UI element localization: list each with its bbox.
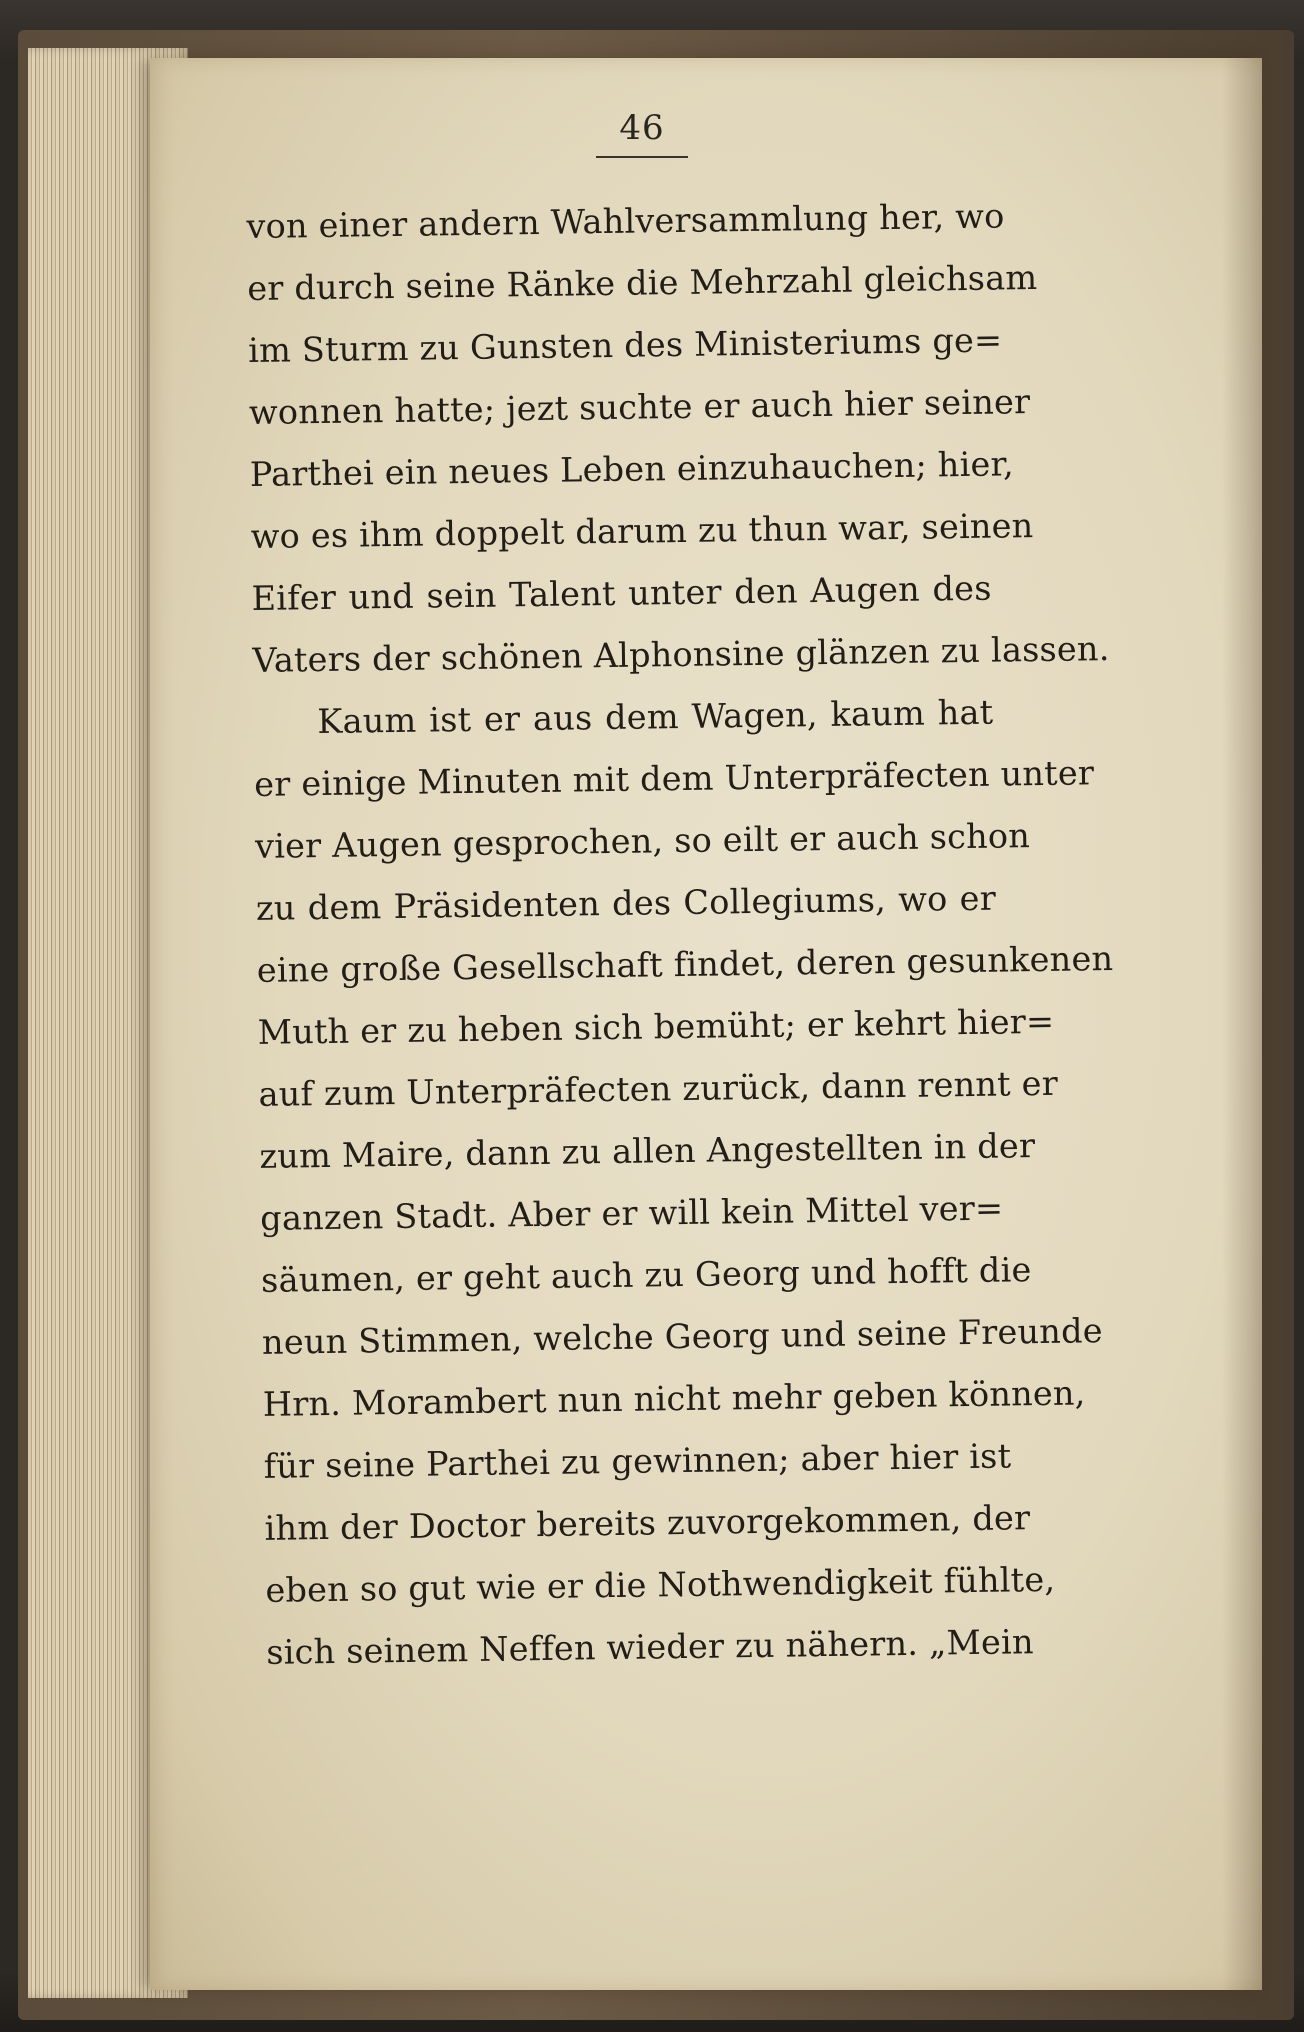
page-number-rule: [596, 156, 688, 158]
text-line: sich seinem Neffen wieder zu nähern. „Mein: [266, 1622, 1034, 1672]
text-line: im Sturm zu Gunsten des Ministeriums ge=: [247, 320, 1003, 370]
text-line: wo es ihm doppelt darum zu thun war, seinen: [250, 506, 1034, 556]
text-line: auf zum Unterpräfecten zurück, dann rennt er: [258, 1063, 1059, 1114]
text-line: eine große Gesellschaft findet, deren gesunkenen: [256, 938, 1114, 990]
body-text: [246, 186, 1114, 1684]
spine-shadow: [1222, 58, 1262, 1990]
text-line: er einige Minuten mit dem Unterpräfecten unter: [253, 753, 1095, 804]
text-line: er durch seine Ränke die Mehrzahl gleichsam: [247, 257, 1038, 308]
text-line: Hrn. Morambert nun nicht mehr geben können,: [262, 1373, 1086, 1424]
text-line: vier Augen gesprochen, so eilt er auch schon: [254, 816, 1031, 866]
text-line: ihm der Doctor bereits zuvorgekommen, der: [264, 1498, 1031, 1548]
text-line: Parthei ein neues Leben einzuhauchen; hier,: [249, 444, 1015, 494]
text-line: Muth er zu heben sich bemüht; er kehrt hier=: [257, 1001, 1055, 1052]
text-line: von einer andern Wahlversammlung her, wo: [246, 196, 1005, 246]
text-line: eben so gut wie er die Nothwendigkeit fühlte,: [265, 1559, 1056, 1610]
text-line: ganzen Stadt. Aber er will kein Mittel ver=: [260, 1188, 1004, 1238]
text-line: neun Stimmen, welche Georg und seine Freunde: [261, 1311, 1103, 1362]
text-line: für seine Parthei zu gewinnen; aber hier ist: [263, 1436, 1012, 1486]
text-line: zu dem Präsidenten des Collegiums, wo er: [255, 878, 997, 928]
page-number: 46: [619, 108, 665, 148]
text-line: Eifer und sein Talent unter den Augen des: [251, 568, 992, 618]
text-line: Vaters der schönen Alphonsine glänzen zu lassen.: [252, 628, 1110, 680]
text-line: Kaum ist er aus dem Wagen, kaum hat: [317, 692, 994, 742]
text-line: wonnen hatte; jezt suchte er auch hier seiner: [248, 382, 1031, 432]
text-line: säumen, er geht auch zu Georg und hofft die: [260, 1250, 1032, 1300]
text-line: zum Maire, dann zu allen Angestellten in der: [259, 1126, 1036, 1176]
